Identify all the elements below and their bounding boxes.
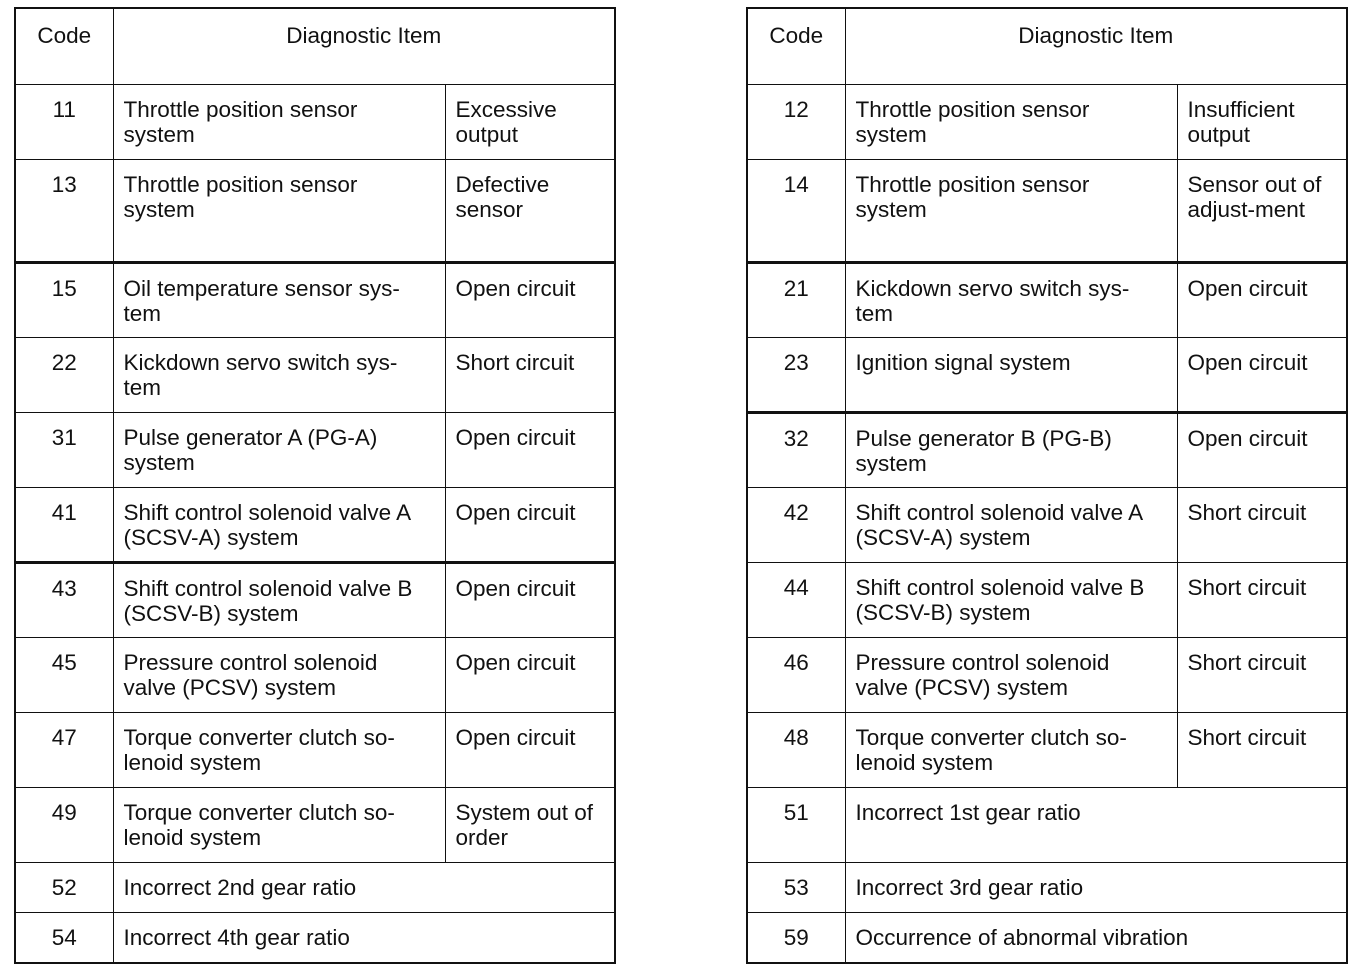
condition-cell: Open circuit: [445, 637, 615, 712]
condition-cell: Short circuit: [445, 337, 615, 412]
system-cell: Pulse generator A (PG-A) system: [113, 412, 445, 487]
table-row: [747, 862, 1347, 912]
table-row: [747, 912, 1347, 963]
code-cell: 59: [747, 912, 845, 963]
code-cell: 43: [15, 562, 113, 637]
item-cell: Incorrect 2nd gear ratio: [113, 862, 615, 912]
table-row: [15, 487, 615, 562]
system-cell: Torque converter clutch so-lenoid system: [845, 712, 1177, 787]
table-row: [15, 84, 615, 159]
code-cell: 12: [747, 84, 845, 159]
condition-cell: Open circuit: [1177, 262, 1347, 337]
code-header: Code: [15, 8, 113, 84]
system-cell: Torque converter clutch so-lenoid system: [113, 787, 445, 862]
code-cell: 22: [15, 337, 113, 412]
system-cell: Torque converter clutch so-lenoid system: [113, 712, 445, 787]
system-cell: Throttle position sensor system: [845, 159, 1177, 262]
condition-cell: Open circuit: [445, 562, 615, 637]
system-cell: Pulse generator B (PG-B) system: [845, 412, 1177, 487]
system-cell: Shift control solenoid valve A (SCSV-A) system: [113, 487, 445, 562]
table-row: [747, 337, 1347, 412]
diagnostic-item-header: Diagnostic Item: [113, 8, 615, 84]
header-row: [747, 8, 1347, 84]
table-row: [747, 412, 1347, 487]
table-row: [15, 637, 615, 712]
item-cell: Incorrect 4th gear ratio: [113, 912, 615, 963]
code-cell: 31: [15, 412, 113, 487]
system-cell: Shift control solenoid valve B (SCSV-B) system: [845, 562, 1177, 637]
item-cell: Incorrect 3rd gear ratio: [845, 862, 1347, 912]
table-row: [15, 412, 615, 487]
system-cell: Oil temperature sensor sys-tem: [113, 262, 445, 337]
system-cell: Shift control solenoid valve A (SCSV-A) system: [845, 487, 1177, 562]
table-row: [15, 562, 615, 637]
code-cell: 46: [747, 637, 845, 712]
code-cell: 44: [747, 562, 845, 637]
condition-cell: Short circuit: [1177, 487, 1347, 562]
code-cell: 13: [15, 159, 113, 262]
table-row: [747, 159, 1347, 262]
table-row: [15, 159, 615, 262]
code-cell: 14: [747, 159, 845, 262]
item-cell: Incorrect 1st gear ratio: [845, 787, 1347, 862]
diagnostic-table-left: [14, 7, 616, 964]
system-cell: Kickdown servo switch sys-tem: [113, 337, 445, 412]
code-cell: 45: [15, 637, 113, 712]
item-cell: Occurrence of abnormal vibration: [845, 912, 1347, 963]
diagnostic-item-header: Diagnostic Item: [845, 8, 1347, 84]
code-cell: 51: [747, 787, 845, 862]
code-cell: 15: [15, 262, 113, 337]
code-cell: 11: [15, 84, 113, 159]
system-cell: Pressure control solenoid valve (PCSV) system: [113, 637, 445, 712]
table-row: [15, 787, 615, 862]
table-row: [15, 862, 615, 912]
condition-cell: Open circuit: [445, 487, 615, 562]
diagnostic-table-right: [746, 7, 1348, 964]
code-cell: 21: [747, 262, 845, 337]
table-row: [747, 637, 1347, 712]
code-cell: 42: [747, 487, 845, 562]
system-cell: Throttle position sensor system: [113, 84, 445, 159]
table-row: [15, 712, 615, 787]
code-cell: 54: [15, 912, 113, 963]
system-cell: Kickdown servo switch sys-tem: [845, 262, 1177, 337]
table-row: [747, 787, 1347, 862]
condition-cell: Excessive output: [445, 84, 615, 159]
condition-cell: Sensor out of adjust-ment: [1177, 159, 1347, 262]
condition-cell: Defective sensor: [445, 159, 615, 262]
condition-cell: Short circuit: [1177, 712, 1347, 787]
system-cell: Ignition signal system: [845, 337, 1177, 412]
system-cell: Throttle position sensor system: [845, 84, 1177, 159]
condition-cell: Open circuit: [445, 412, 615, 487]
condition-cell: Open circuit: [445, 262, 615, 337]
table-row: [15, 262, 615, 337]
code-cell: 47: [15, 712, 113, 787]
condition-cell: Short circuit: [1177, 562, 1347, 637]
code-cell: 32: [747, 412, 845, 487]
system-cell: Pressure control solenoid valve (PCSV) system: [845, 637, 1177, 712]
table-row: [747, 487, 1347, 562]
table-row: [747, 562, 1347, 637]
condition-cell: Open circuit: [1177, 337, 1347, 412]
code-cell: 53: [747, 862, 845, 912]
table-row: [747, 712, 1347, 787]
code-header: Code: [747, 8, 845, 84]
code-cell: 49: [15, 787, 113, 862]
header-row: [15, 8, 615, 84]
condition-cell: Short circuit: [1177, 637, 1347, 712]
condition-cell: Insufficient output: [1177, 84, 1347, 159]
condition-cell: Open circuit: [1177, 412, 1347, 487]
code-cell: 48: [747, 712, 845, 787]
system-cell: Shift control solenoid valve B (SCSV-B) system: [113, 562, 445, 637]
system-cell: Throttle position sensor system: [113, 159, 445, 262]
table-row: [747, 84, 1347, 159]
condition-cell: System out of order: [445, 787, 615, 862]
condition-cell: Open circuit: [445, 712, 615, 787]
table-row: [747, 262, 1347, 337]
table-row: [15, 337, 615, 412]
code-cell: 41: [15, 487, 113, 562]
table-row: [15, 912, 615, 963]
code-cell: 52: [15, 862, 113, 912]
code-cell: 23: [747, 337, 845, 412]
